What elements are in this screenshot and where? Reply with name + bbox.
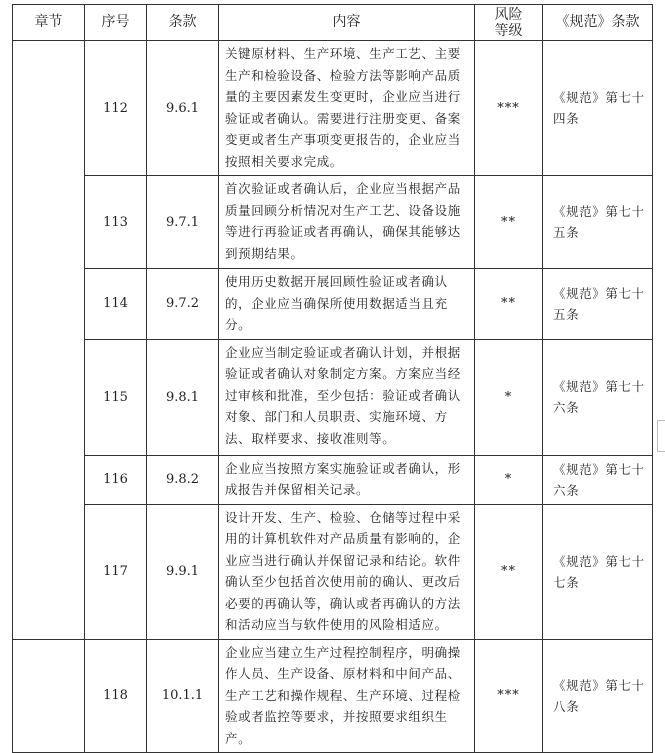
row-content: 企业应当制定验证或者确认计划，并根据验证或者确认对象制定方案。方案应当经过审核和批准，至少包括：验证或者确认对象、部门和人员职责、实施环境、方法、取样要求、接收准则等。 [219,339,475,455]
row-number: 116 [85,455,147,504]
row-risk: ** [475,176,543,269]
table-row [13,339,653,455]
row-content: 首次验证或者确认后，企业应当根据产品质量回顾分析情况对生产工艺、设备设施等进行再验证或者再确认，确保其能够达到预期结果。 [219,176,475,269]
row-risk: *** [475,41,543,176]
row-clause: 9.6.1 [147,41,219,176]
row-number: 112 [85,41,147,176]
chapter-cell [13,639,85,753]
table-row [13,455,653,504]
row-clause: 9.7.2 [147,269,219,340]
table-row [13,504,653,639]
regulation-table [12,4,653,753]
header-number: 序号 [85,5,147,41]
row-content: 使用历史数据开展回顾性验证或者确认的，企业应当确保所使用数据适当且充分。 [219,269,475,340]
row-clause: 9.8.2 [147,455,219,504]
row-number: 113 [85,176,147,269]
row-clause: 9.7.1 [147,176,219,269]
row-risk: * [475,455,543,504]
row-reference: 《规范》第七十五条 [543,269,653,340]
row-content: 企业应当建立生产过程控制程序，明确操作人员、生产设备、原材料和中间产品、生产工艺和操作规程、生产环境、过程检验或者监控等要求，并按照要求组织生产。 [219,639,475,753]
row-content: 关键原材料、生产环境、生产工艺、主要生产和检验设备、检验方法等影响产品质量的主要因素发生变更时，企业应当进行验证或者确认。需要进行注册变更、备案变更或者生产事项变更报告的，企业应当按照相关要求完成。 [219,41,475,176]
chapter-cell [13,41,85,640]
header-chapter: 章节 [13,5,85,41]
row-number: 118 [85,639,147,753]
row-content: 企业应当按照方案实施验证或者确认，形成报告并保留相关记录。 [219,455,475,504]
row-reference: 《规范》第七十四条 [543,41,653,176]
row-risk: ** [475,269,543,340]
table-row [13,639,653,753]
table-row [13,41,653,176]
row-content: 设计开发、生产、检验、仓储等过程中采用的计算机软件对产品质量有影响的，企业应当进行确认并保留记录和结论。软件确认至少包括首次使用前的确认、更改后必要的再确认等，确认或者再确认的方法和活动应当与软件使用的风险相适应。 [219,504,475,639]
row-number: 114 [85,269,147,340]
row-number: 115 [85,339,147,455]
header-risk [475,5,543,41]
header-reference: 《规范》条款 [543,5,653,41]
row-reference: 《规范》第七十五条 [543,176,653,269]
header-risk-label: 风险等级 [494,6,523,39]
row-reference: 《规范》第七十六条 [543,339,653,455]
row-reference: 《规范》第七十六条 [543,455,653,504]
row-number: 117 [85,504,147,639]
row-reference: 《规范》第七十七条 [543,504,653,639]
table-header-row [13,5,653,41]
row-reference: 《规范》第七十八条 [543,639,653,753]
row-risk: *** [475,639,543,753]
row-clause: 9.8.1 [147,339,219,455]
table-row [13,269,653,340]
row-risk: ** [475,504,543,639]
header-clause: 条款 [147,5,219,41]
row-clause: 10.1.1 [147,639,219,753]
header-content: 内容 [219,5,475,41]
table-row [13,176,653,269]
row-clause: 9.9.1 [147,504,219,639]
row-risk: * [475,339,543,455]
side-scroll-tab[interactable] [657,420,665,452]
